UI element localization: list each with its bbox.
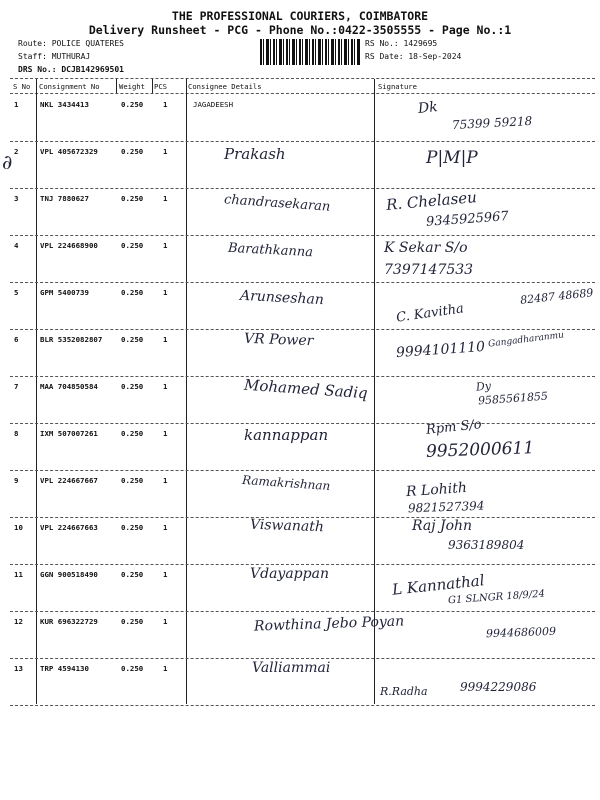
consignment-cell: KUR 696322729 (40, 617, 98, 626)
handwritten-signature: P|M|P (426, 148, 478, 168)
runsheet-subtitle: Delivery Runsheet - PCG - Phone No.:0422-3505555 - Page No.:1 (88, 23, 512, 37)
handwritten-signature: C. Kavitha (395, 301, 465, 326)
weight-cell: 0.250 (121, 100, 144, 109)
pcs-cell: 1 (163, 147, 168, 156)
pcs-cell: 1 (163, 382, 168, 391)
handwritten-signature: Dk (417, 99, 439, 117)
weight-cell: 0.250 (121, 617, 144, 626)
route-text: Route: POLICE QUATERES (18, 39, 124, 48)
pcs-cell: 1 (163, 241, 168, 250)
sno-cell: 8 (14, 429, 19, 438)
sno-cell: 13 (14, 664, 23, 673)
consignment-cell: GGN 900518490 (40, 570, 98, 579)
handwritten-consignee-name: Arunseshan (239, 287, 325, 309)
handwritten-phone-number: 7397147533 (384, 262, 474, 278)
pcs-cell: 1 (163, 523, 168, 532)
meta-right (365, 37, 461, 63)
header-bottom-rule (10, 93, 595, 94)
weight-cell: 0.250 (121, 429, 144, 438)
handwritten-signature: R. Chelaseu (385, 188, 478, 214)
sno-cell: 3 (14, 194, 19, 203)
handwritten-signature: R.Radha (380, 685, 428, 698)
sno-cell: 6 (14, 335, 19, 344)
col-consignee: Consignee Details (188, 82, 262, 91)
sno-cell: 4 (14, 241, 19, 250)
handwritten-consignee-name: kannappan (244, 426, 329, 444)
staff-text: Staff: MUTHURAJ (18, 52, 91, 61)
consignee-cell: JAGADEESH (193, 100, 234, 109)
handwritten-consignee-name: Viswanath (249, 516, 325, 536)
handwritten-signature: 9994101110 (395, 338, 486, 362)
handwritten-signature: R Lohith (405, 479, 468, 501)
col-consignment: Consignment No (39, 82, 100, 91)
pcs-cell: 1 (163, 335, 168, 344)
consignment-cell: VPL 224668900 (40, 241, 98, 250)
pcs-cell: 1 (163, 194, 168, 203)
consignment-cell: MAA 704850584 (40, 382, 98, 391)
col-divider (116, 79, 117, 93)
weight-cell: 0.250 (121, 288, 144, 297)
col-sno: S No (13, 82, 31, 91)
consignment-cell: VPL 224667667 (40, 476, 98, 485)
weight-cell: 0.250 (121, 147, 144, 156)
consignment-cell: VPL 405672329 (40, 147, 98, 156)
col-signature: Signature (378, 82, 417, 91)
pcs-cell: 1 (163, 288, 168, 297)
pcs-cell: 1 (163, 664, 168, 673)
handwritten-signature: Dy (475, 379, 492, 394)
sno-cell: 10 (14, 523, 23, 532)
consignment-cell: TNJ 7880627 (40, 194, 89, 203)
handwritten-phone-number: 9363189804 (448, 538, 525, 552)
row-separator (10, 705, 595, 706)
handwritten-signature: L Kannathal (391, 571, 486, 599)
handwritten-phone-number: 9585561855 (477, 389, 549, 408)
handwritten-phone-number: 75399 59218 (451, 113, 533, 133)
header-top-rule (10, 78, 595, 79)
sno-cell: 7 (14, 382, 19, 391)
weight-cell: 0.250 (121, 476, 144, 485)
consignment-cell: BLR 5352082807 (40, 335, 103, 344)
pcs-cell: 1 (163, 429, 168, 438)
weight-cell: 0.250 (121, 523, 144, 532)
sno-cell: 11 (14, 570, 23, 579)
drs-number: DRS No.: DCJB142969501 (18, 65, 124, 74)
sno-cell: 5 (14, 288, 19, 297)
barcode-image (260, 39, 360, 65)
pcs-cell: 1 (163, 100, 168, 109)
weight-cell: 0.250 (121, 382, 144, 391)
handwritten-consignee-name: Ramakrishnan (241, 472, 331, 494)
handwritten-consignee-name: chandrasekaran (223, 192, 331, 215)
handwritten-phone-number: 9821527394 (407, 498, 485, 516)
consignment-cell: GPM 5400739 (40, 288, 89, 297)
handwritten-signature: Rpm S/o (425, 417, 483, 438)
consignment-cell: TRP 4594130 (40, 664, 89, 673)
pcs-cell: 1 (163, 570, 168, 579)
meta-left (18, 37, 124, 76)
rs-number: RS No.: 1429695 (365, 39, 438, 48)
table-row (0, 142, 600, 189)
consignment-cell: NKL 3434413 (40, 100, 89, 109)
handwritten-consignee-name: Barathkanna (227, 240, 314, 261)
handwritten-consignee-name: Vdayappan (250, 566, 329, 582)
col-pcs: PCS (154, 82, 167, 91)
sno-cell: 1 (14, 100, 19, 109)
handwritten-consignee-name: Rowthina Jebo Poyan (253, 613, 405, 635)
handwritten-phone-number: 9994229086 (460, 680, 537, 694)
handwritten-phone-number: 9345925967 (425, 209, 510, 230)
col-divider (152, 79, 153, 93)
pcs-cell: 1 (163, 617, 168, 626)
handwritten-consignee-name: Mohamed Sadiq (243, 375, 369, 403)
col-weight: Weight (119, 82, 145, 91)
handwritten-phone-number: 9952000611 (425, 438, 535, 462)
handwritten-phone-number: Gangadharanmu (487, 330, 565, 350)
handwritten-phone-number: 82487 48689 (519, 286, 594, 307)
weight-cell: 0.250 (121, 241, 144, 250)
weight-cell: 0.250 (121, 335, 144, 344)
consignment-cell: IXM 507007261 (40, 429, 98, 438)
weight-cell: 0.250 (121, 194, 144, 203)
consignment-cell: VPL 224667663 (40, 523, 98, 532)
handwritten-consignee-name: Prakash (224, 145, 286, 163)
handwritten-consignee-name: Valliammai (252, 660, 331, 676)
pcs-cell: 1 (163, 476, 168, 485)
weight-cell: 0.250 (121, 570, 144, 579)
handwritten-signature: K Sekar S/o (384, 240, 468, 256)
handwritten-signature: 9944686009 (485, 624, 557, 641)
sno-cell: 12 (14, 617, 23, 626)
handwritten-phone-number: G1 SLNGR 18/9/24 (447, 588, 546, 607)
weight-cell: 0.250 (121, 664, 144, 673)
rs-date: RS Date: 18-Sep-2024 (365, 52, 462, 61)
handwritten-consignee-name: VR Power (243, 330, 314, 350)
runsheet-title: THE PROFESSIONAL COURIERS, COIMBATORE (171, 9, 429, 23)
handwritten-signature: Raj John (412, 518, 473, 534)
handwritten-tick-mark: ∂ (2, 150, 13, 174)
sno-cell: 9 (14, 476, 19, 485)
sno-cell: 2 (14, 147, 19, 156)
